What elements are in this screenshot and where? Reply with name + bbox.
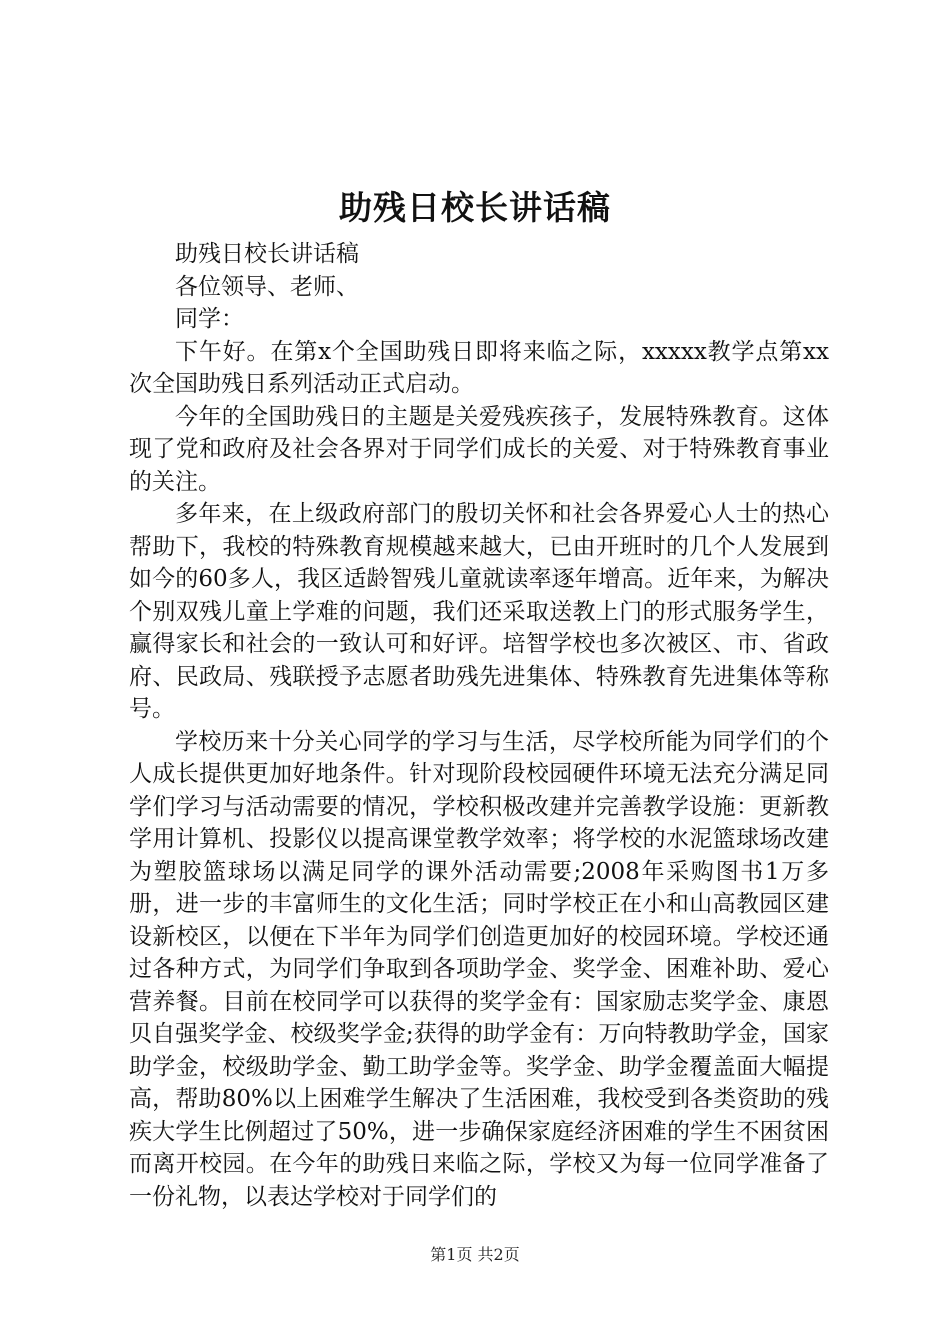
document-body	[129, 238, 829, 1213]
paragraph-school-care: 学校历来十分关心同学的学习与生活，尽学校所能为同学们的个人成长提供更加好地条件。针对现阶段校园硬件环境无法充分满足同学们学习与活动需要的情况，学校积极改建并完善教学设施：更新教学用计算机、投影仪以提高课堂教学效率；将学校的水泥篮球场改建为塑胶篮球场以满足同学的课外活动需要;2008年采购图书1万多册，进一步的丰富师生的文化生活；同时学校正在小和山高教园区建设新校区，以便在下半年为同学们创造更加好的校园环境。学校还通过各种方式，为同学们争取到各项助学金、奖学金、困难补助、爱心营养餐。目前在校同学可以获得的奖学金有：国家励志奖学金、康恩贝自强奖学金、校级奖学金;获得的助学金有：万向特教助学金，国家助学金，校级助学金、勤工助学金等。奖学金、助学金覆盖面大幅提高，帮助80%以上困难学生解决了生活困难，我校受到各类资助的残疾大学生比例超过了50%，进一步确保家庭经济困难的学生不困贫困而离开校园。在今年的助残日来临之际，学校又为每一位同学准备了一份礼物，以表达学校对于同学们的	[129, 728, 829, 1210]
paragraph-salutation: 各位领导、老师、	[175, 273, 359, 300]
paragraph-theme: 今年的全国助残日的主题是关爱残疾孩子，发展特殊教育。这体现了党和政府及社会各界对于同学们成长的关爱、对于特殊教育事业的关注。	[129, 403, 829, 495]
page-footer: 第1页 共2页	[430, 1245, 520, 1264]
paragraph-heading: 助残日校长讲话稿	[175, 241, 359, 267]
paragraph-history: 多年来，在上级政府部门的殷切关怀和社会各界爱心人士的热心帮助下，我校的特殊教育规模越来越大，已由开班时的几个人发展到如今的60多人，我区适龄智残儿童就读率逐年增高。近年来，为解决个别双残儿童上学难的问题，我们还采取送教上门的形式服务学生，赢得家长和社会的一致认可和好评。培智学校也多次被区、市、省政府、民政局、残联授予志愿者助残先进集体、特殊教育先进集体等称号。	[129, 501, 829, 722]
paragraph-greeting: 下午好。在第x个全国助残日即将来临之际，xxxxx教学点第xx次全国助残日系列活动正式启动。	[129, 338, 829, 397]
paragraph-salutation-cont: 同学：	[175, 306, 244, 332]
document-title: 助残日校长讲话稿	[339, 188, 611, 227]
